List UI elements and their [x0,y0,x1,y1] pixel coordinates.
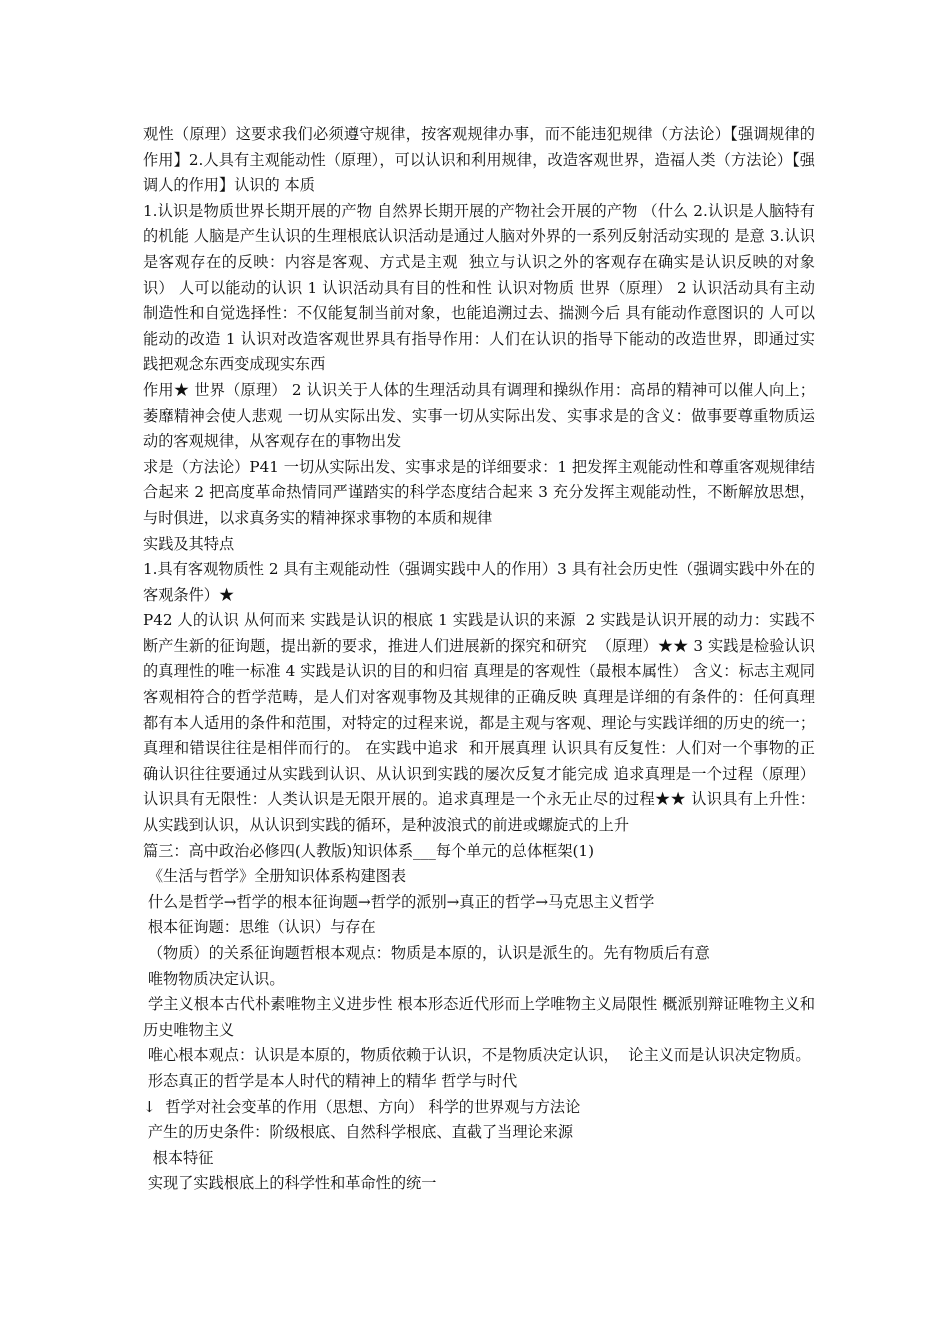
list-item: 学主义根本古代朴素唯物主义进步性 根本形态近代形而上学唯物主义局限性 概派别辩证唯物主义和历史唯物主义 [143,995,816,1039]
heading-practice-features: 实践及其特点 [143,534,235,553]
paragraph-practice-and-truth: P42 人的认识 从何而来 实践是认识的根底 1 实践是认识的来源 2 实践是认识开展的动力：实践不断产生新的征询题，提出新的要求，推进人们进展新的探究和研究 （原理）★★ 3 实践是检验认识的真理性的唯一标准 4 实践是认识的目的和归宿 真理是的客观性（最根本属性） 含义：标志主观同客观相符合的哲学范畴，是人们对客观事物及其规律的正确反映 真理是详细的有条件的：任何真理都有本人适用的条件和范围，对特定的过程来说，都是主观与客观、理论与实践详细的历史的统一；真理和错误往往是相伴而行的。 在实践中追求 和开展真理 认识具有反复性：人们对一个事物的正确认识往往要通过从实践到认识、从认识到实践的屡次反复才能完成 追求真理是一个过程（原理）认识具有无限性：人类认识是无限开展的。追求真理是一个永无止尽的过程★★ 认识具有上升性：从实践到认识，从认识到实践的循环，是种波浪式的前进或螺旋式的上升 [143,611,815,835]
list-item: 根本征询题：思维（认识）与存在 [143,918,376,937]
list-item: 形态真正的哲学是本人时代的精神上的精华 哲学与时代 [143,1071,518,1090]
list-item: ↓ 哲学对社会变革的作用（思想、方向） 科学的世界观与方法论 [143,1097,581,1116]
list-item: 唯心根本观点：认识是本原的，物质依赖于认识，不是物质决定认识， 论主义而是认识决定物质。 [143,1046,811,1065]
paragraph-law-and-initiative: 观性（原理）这要求我们必须遵守规律，按客观规律办事，而不能违犯规律（方法论）【强调规律的作用】2.人具有主观能动性（原理），可以认识和利用规律，改造客观世界，造福人类（方法论）【强调人的作用】认识的 本质 [143,125,815,195]
document-page [143,122,820,1197]
paragraph-practice-features: 1.具有客观物质性 2 具有主观能动性（强调实践中人的作用）3 具有社会历史性（强调实践中外在的客观条件）★ [143,560,815,604]
list-item: （物质）的关系征询题哲根本观点：物质是本原的，认识是派生的。先有物质后有意 [143,944,710,962]
list-item: 什么是哲学→哲学的根本征询题→哲学的派别→真正的哲学→马克思主义哲学 [143,892,655,911]
list-item: 唯物物质决定认识。 [143,969,285,988]
paragraph-seek-truth-from-facts: 求是（方法论）P41 一切从实际出发、实事求是的详细要求：1 把发挥主观能动性和尊重客观规律结合起来 2 把高度革命热情同严谨踏实的科学态度结合起来 3 充分发挥主观能动性，不断解放思想，与时俱进，以求真务实的精神探求事物的本质和规律 [143,457,815,527]
list-item: 产生的历史条件：阶级根底、自然科学根底、直截了当理论来源 [143,1123,574,1142]
list-item: 实现了实践根底上的科学性和革命性的统一 [143,1174,437,1193]
paragraph-consciousness-role: 作用★ 世界（原理） 2 认识关于人体的生理活动具有调理和操纵作用：高昂的精神可以催人向上；萎靡精神会使人悲观 一切从实际出发、实事一切从实际出发、实事求是的含义：做事要尊重物质运动的客观规律，从客观存在的事物出发 [143,380,815,451]
heading-knowledge-chart: 《生活与哲学》全册知识体系构建图表 [143,867,407,886]
paragraph-nature-of-cognition: 1.认识是物质世界长期开展的产物 自然界长期开展的产物社会开展的产物 （什么 2.认识是人脑特有的机能 人脑是产生认识的生理根底认识活动是通过人脑对外界的一系列反射活动实现的 是意 3.认识是客观存在的反映：内容是客观、方式是主观 独立与认识之外的客观存在确实是认识反映的对象 识） 人可以能动的认识 1 认识活动具有目的性和性 认识对物质 世界（原理） 2 认识活动具有主动制造性和自觉选择性：不仅能复制当前对象，也能追溯过去、揣测今后 具有能动作意图识的 人可以能动的改造 1 认识对改造客观世界具有指导作用：人们在认识的指导下能动的改造世界，即通过实践把观念东西变成现实东西 [143,201,820,374]
list-item: 根本特征 [143,1148,214,1167]
heading-part-three: 篇三：高中政治必修四(人教版)知识体系___每个单元的总体框架(1) [143,841,595,860]
